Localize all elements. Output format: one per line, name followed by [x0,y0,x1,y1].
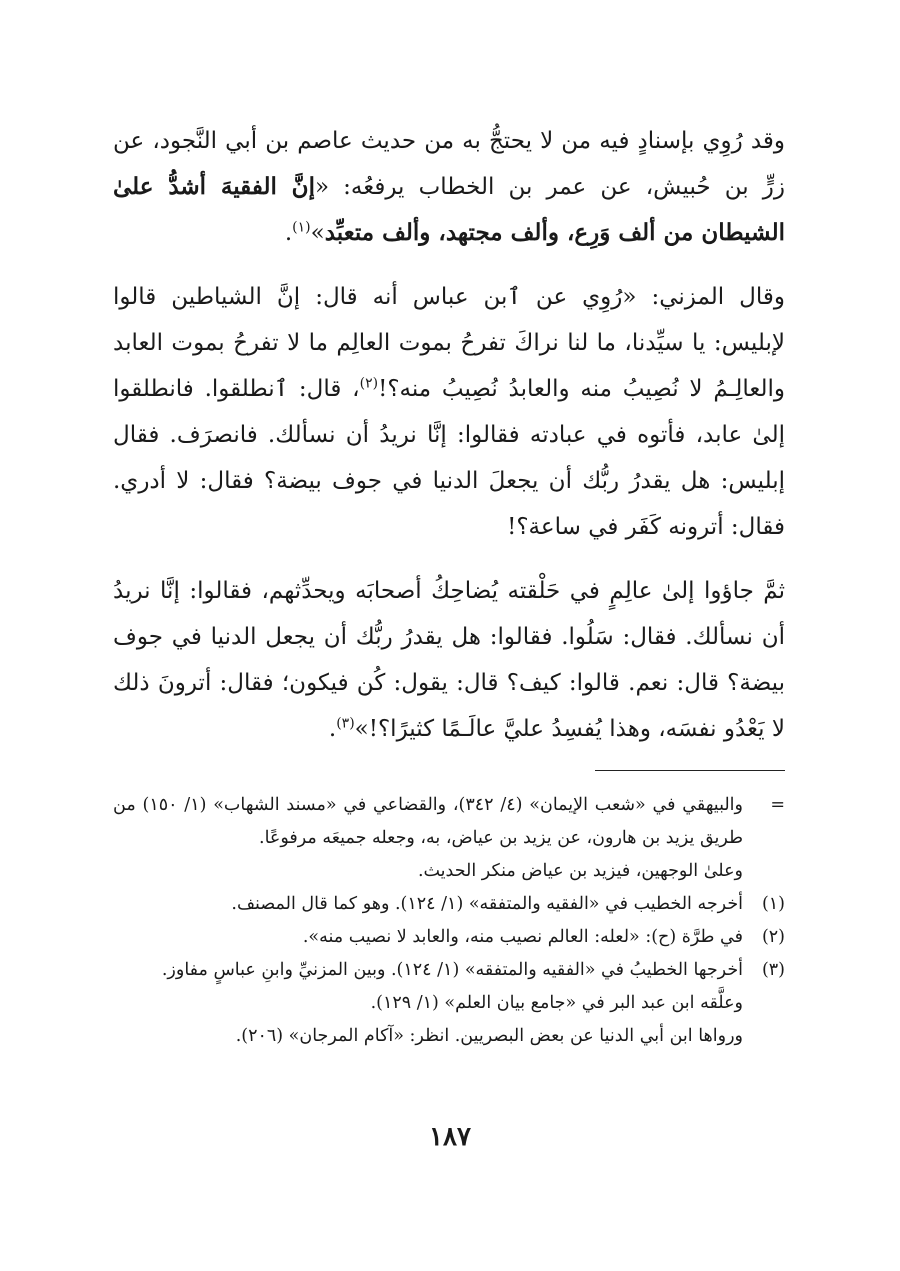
footnote-item [113,789,785,888]
footnote-marker: = [770,795,785,815]
paragraph-text: وقد رُوِي بإسنادٍ فيه من لا يحتجُّ به من حديث عاصم بن أبي النَّجود، عن زرٍّ بن حُبيش، عن عمر بن الخطاب يرفعُه: « [113,128,785,200]
footnote-line: أخرجه الخطيب في «الفقيه والمتفقه» (١/ ١٢٤). وهو كما قال المصنف. [231,894,743,914]
paragraph-text: . [328,716,337,742]
footnote-reference: (١) [292,219,311,236]
footnotes-section [113,789,785,1053]
footnote-line: ورواها ابن أبي الدنيا عن بعض البصريين. انظر: «آكام المرجان» (٢٠٦). [235,1026,743,1046]
footnote-marker: (٢) [761,927,785,947]
footnote-text [113,888,743,921]
paragraph-text: ثمَّ جاؤوا إلىٰ عالِمٍ في حَلْقته يُضاحِكُ أصحابَه ويحدِّثهم، فقالوا: إنَّا نريدُ أن نسألك. فقال: سَلُوا. فقالوا: هل يقدرُ ربُّك أن يجعل الدنيا في جوف بيضة؟ قال: نعم. قالوا: كيف؟ قال: يقول: كُن فيكون؛ فقال: أترونَ ذلك لا يَعْدُو نفسَه، وهذا يُفسِدُ عليَّ عالَـمًا كثيرًا؟!» [113,578,785,742]
footnote-item [113,954,785,1053]
footnote-item [113,921,785,954]
quoted-hadith-text: إنَّ الفقيهَ أشدُّ علىٰ الشيطان من ألف وَرِع، وألف مجتهد، وألف متعبِّد [113,173,785,246]
footnote-text [113,789,743,888]
footnote-reference: (٣) [336,715,355,732]
paragraph-text: ، قال: ٱنطلقوا. فانطلقوا إلىٰ عابد، فأتوه في عبادته فقالوا: إنَّا نريدُ أن نسألك. فانصرَف. فقال إبليس: هل يقدرُ ربُّك أن يجعلَ الدنيا في جوف بيضة؟ فقال: لا أدري. فقال: أترونه كَفَر في ساعة؟! [113,376,785,540]
footnote-marker: (٣) [761,960,785,980]
paragraph-text: وقال المزني: «رُوِي عن ٱبن عباس أنه قال: إنَّ الشياطين قالوا لإبليس: يا سيِّدنا، ما لنا نراكَ تفرحُ بموت العالِم ما لا تفرحُ بموت العابد والعالِـمُ لا نُصِيبُ منه والعابدُ نُصِيبُ منه؟! [113,284,785,402]
body-paragraph [113,118,785,256]
main-text [113,118,785,752]
footnote-line: أخرجها الخطيبُ في «الفقيه والمتفقه» (١/ ١٢٤). وبين المزنيِّ وابنِ عباسٍ مفاوز. [161,960,743,980]
footnote-line: في طرَّة (ح): «لعله: العالم نصيب منه، والعابد لا نصيب منه». [302,927,743,947]
footnote-line: وعلىٰ الوجهين، فيزيد بن عياض منكر الحديث. [417,861,743,881]
body-paragraph [113,274,785,550]
paragraph-text: » [310,220,325,246]
footnote-line: والبيهقي في «شعب الإيمان» (٤/ ٣٤٢)، والقضاعي في «مسند الشهاب» (١/ ١٥٠) من طريق يزيد بن هارون، عن يزيد بن عياض، به، وجعله جميعَه مرفوعًا. [113,795,743,848]
page-number: ١٨٧ [429,1122,471,1152]
footnote-marker: (١) [761,894,785,914]
body-paragraph [113,568,785,752]
footnote-item [113,888,785,921]
footnote-separator [595,770,785,771]
footnote-text [113,954,743,1053]
page-content [113,118,785,1053]
paragraph-text: . [284,220,293,246]
footnote-reference: (٢) [359,375,379,392]
footnote-text [113,921,743,954]
footnote-line: وعلَّقه ابن عبد البر في «جامع بيان العلم» (١/ ١٢٩). [370,993,743,1013]
